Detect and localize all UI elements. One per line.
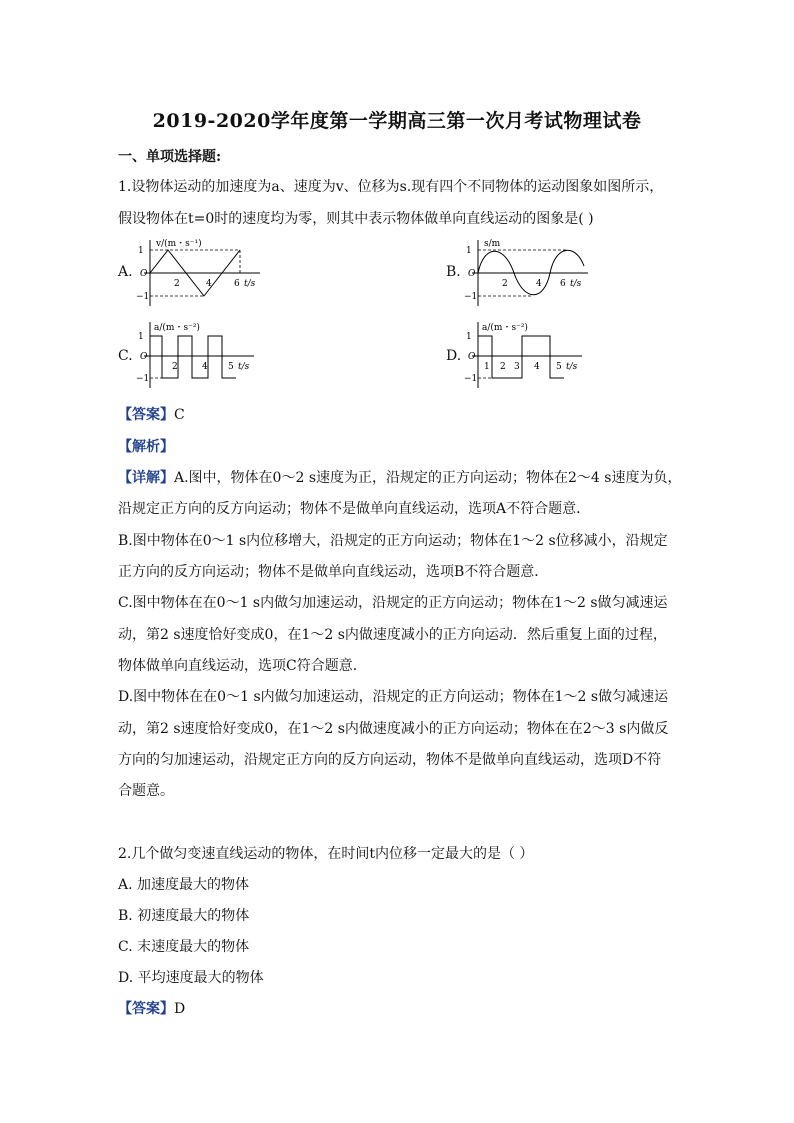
graph-a-origin: O bbox=[140, 269, 148, 279]
graph-c-bottom: −1 bbox=[136, 374, 150, 384]
graph-a-tick: 4 bbox=[206, 279, 212, 289]
graph-d-tick: 1 bbox=[484, 362, 490, 372]
explain-line: C.图中物体在在0～1 s内做匀加速运动，沿规定的正方向运动；物体在1～2 s做匀减速运 bbox=[118, 595, 668, 611]
q2-stem: 2.几个做匀变速直线运动的物体，在时间t内位移一定最大的是（ ） bbox=[118, 846, 534, 862]
explain-text: A.图中，物体在0～2 s速度为正，沿规定的正方向运动；物体在2～4 s速度为负， bbox=[174, 470, 682, 486]
graph-b-bottom: −1 bbox=[464, 292, 478, 302]
graph-b-tick: 6 bbox=[560, 279, 566, 289]
explain-line: D.图中物体在在0～1 s内做匀加速运动，沿规定的正方向运动；物体在1～2 s做匀减速运 bbox=[118, 689, 669, 705]
graph-c bbox=[136, 318, 266, 390]
graph-a-top: 1 bbox=[138, 246, 144, 256]
q1-answer bbox=[118, 404, 185, 424]
graph-c-tick: 2 bbox=[172, 362, 178, 372]
graph-a-ylabel: v/(m・s⁻¹) bbox=[156, 239, 202, 249]
q2-answer bbox=[118, 998, 185, 1018]
option-d-label: D. bbox=[446, 348, 462, 364]
answer-tag: 【答案】 bbox=[118, 407, 174, 423]
answer-tag: 【答案】 bbox=[118, 1001, 174, 1017]
graph-c-tick: 4 bbox=[202, 362, 208, 372]
graph-b-top: 1 bbox=[466, 246, 472, 256]
answer-value: D bbox=[174, 1001, 186, 1017]
graph-d-top: 1 bbox=[466, 332, 472, 342]
explain-line: B.图中物体在0～1 s内位移增大，沿规定的正方向运动；物体在1～2 s位移减小，沿规定 bbox=[118, 533, 668, 549]
q1-stem-line-2: 假设物体在t=0时的速度均为零，则其中表示物体做单向直线运动的图象是( ) bbox=[118, 211, 594, 227]
explain-line: 物体做单向直线运动，选项C符合题意． bbox=[118, 658, 367, 674]
option-a-label: A. bbox=[118, 264, 133, 280]
q1-analysis bbox=[118, 436, 174, 456]
graph-c-origin: O bbox=[140, 352, 148, 362]
graph-d-ylabel: a/(m・s⁻²) bbox=[482, 323, 528, 333]
q1-stem-line-1: 1.设物体运动的加速度为a、速度为v、位移为s.现有四个不同物体的运动图象如图所示， bbox=[118, 179, 664, 195]
graph-a-tick: 2 bbox=[174, 279, 180, 289]
analysis-tag: 【解析】 bbox=[118, 439, 174, 455]
graph-c-xlabel: t/s bbox=[238, 362, 250, 372]
q2-option-c: C. 末速度最大的物体 bbox=[118, 939, 250, 955]
graph-c-top: 1 bbox=[138, 332, 144, 342]
graph-a bbox=[136, 236, 266, 308]
graph-d-origin: O bbox=[468, 352, 476, 362]
explain-line: 沿规定正方向的反方向运动；物体不是做单向直线运动，选项A不符合题意． bbox=[118, 501, 591, 517]
graph-c-ylabel: a/(m・s⁻²) bbox=[154, 323, 200, 333]
graph-a-tick: 6 bbox=[234, 279, 240, 289]
q2-option-b: B. 初速度最大的物体 bbox=[118, 908, 250, 924]
graph-b-xlabel: t/s bbox=[570, 279, 582, 289]
graph-d-tick: 5 bbox=[556, 362, 562, 372]
explain-line: 方向的匀加速运动，沿规定正方向的反方向运动，物体不是做单向直线运动，选项D不符 bbox=[118, 752, 662, 768]
q2-option-d: D. 平均速度最大的物体 bbox=[118, 970, 264, 986]
answer-value: C bbox=[174, 407, 185, 423]
option-b-label: B. bbox=[446, 264, 461, 280]
graph-d-xlabel: t/s bbox=[566, 362, 578, 372]
graph-d bbox=[464, 318, 594, 390]
graph-d-bottom: −1 bbox=[464, 374, 478, 384]
section-heading: 一、单项选择题: bbox=[118, 149, 222, 165]
q2-option-a: A. 加速度最大的物体 bbox=[118, 877, 250, 893]
graph-b bbox=[464, 236, 594, 308]
graph-b-tick: 2 bbox=[502, 279, 508, 289]
graph-a-bottom: −1 bbox=[136, 292, 150, 302]
explain-line: 动，第2 s速度恰好变成0，在1～2 s内做速度减小的正方向运动．然后重复上面的过程， bbox=[118, 627, 667, 643]
explain-line: 正方向的反方向运动；物体不是做单向直线运动，选项B不符合题意． bbox=[118, 564, 549, 580]
explain-line: 动，第2 s速度恰好变成0，在1～2 s内做速度减小的正方向运动；物体在在2～3 s内做反 bbox=[118, 721, 669, 737]
detail-tag: 【详解】 bbox=[118, 470, 174, 486]
graph-b-tick: 4 bbox=[536, 279, 542, 289]
page-title: 2019-2020学年度第一学期高三第一次月考试物理试卷 bbox=[152, 110, 642, 132]
graph-d-tick: 4 bbox=[534, 362, 540, 372]
graph-a-xlabel: t/s bbox=[244, 279, 256, 289]
graph-d-tick: 3 bbox=[514, 362, 520, 372]
graph-b-ylabel: s/m bbox=[484, 239, 501, 249]
explain-line bbox=[118, 467, 681, 487]
explain-line: 合题意。 bbox=[118, 783, 174, 799]
option-c-label: C. bbox=[118, 348, 133, 364]
graph-c-tick: 5 bbox=[228, 362, 234, 372]
graph-b-origin: O bbox=[468, 269, 476, 279]
graph-d-tick: 2 bbox=[500, 362, 506, 372]
